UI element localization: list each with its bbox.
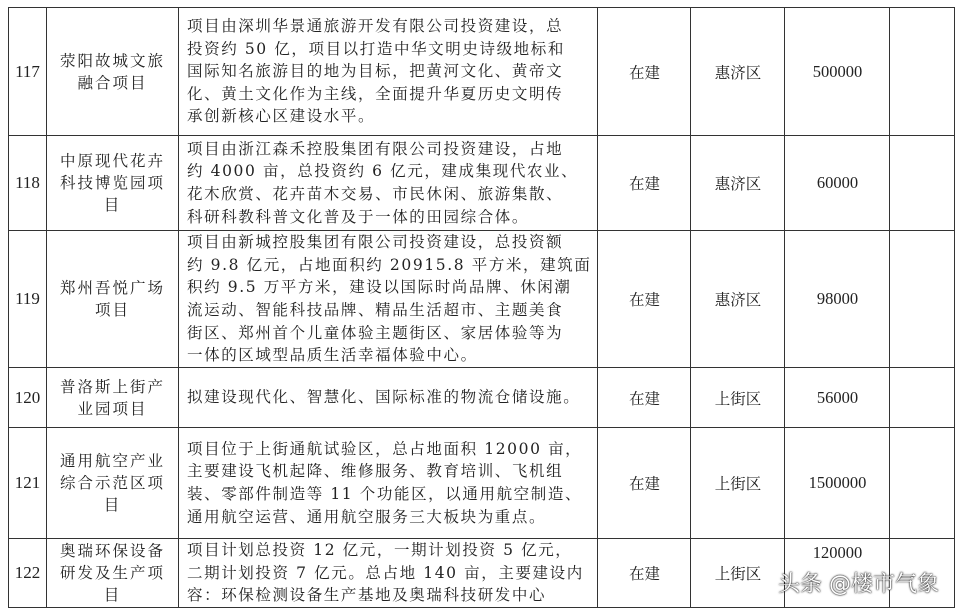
description-line: 主要建设飞机起降、维修服务、教育培训、飞机组 [187,462,564,481]
description-line: 约 9.8 亿元，占地面积约 20915.8 平方米，建筑面 [187,255,592,274]
project-name: 荥阳故城文旅融合项目 [47,8,179,136]
project-status: 在建 [598,136,691,231]
description-line: 约 4000 亩，总投资约 6 亿元，建成集现代农业、 [187,162,579,181]
extra-cell [890,428,955,539]
project-district: 惠济区 [691,8,785,136]
description-line: 流运动、智能科技品牌、精品生活超市、主题美食 [187,301,564,319]
investment-amount: 60000 [785,136,890,231]
project-description [179,428,598,539]
table-row [9,8,955,136]
investment-amount: 98000 [785,231,890,368]
project-description [179,136,598,231]
investment-amount: 500000 [785,8,890,136]
description-line: 通用航空运营、通用航空服务三大板块为重点。 [187,507,547,526]
description-line: 科研科教科普文化普及于一体的田园综合体。 [187,207,530,226]
description-line: 街区、郑州首个儿童体验主题街区、家居体验等为 [187,323,564,342]
description-line: 积约 9.5 万平方米，建设以国际时尚品牌、休闲潮 [187,278,572,297]
project-description [179,231,598,368]
investment-amount: 1500000 [785,428,890,539]
project-status: 在建 [598,231,691,368]
row-number: 119 [9,231,47,368]
investment-amount: 56000 [785,368,890,428]
row-number: 122 [9,539,47,608]
extra-cell [890,136,955,231]
description-line: 项目计划总投资 12 亿元，一期计划投资 5 亿元， [187,541,573,559]
project-name: 普洛斯上街产业园项目 [47,368,179,428]
project-description [179,8,598,136]
description-line: 项目位于上街通航试验区，总占地面积 12000 亩， [187,439,583,458]
extra-cell [890,231,955,368]
project-description [179,368,598,428]
description-line: 项目由深圳华景通旅游开发有限公司投资建设，总 [187,17,564,36]
row-number: 121 [9,428,47,539]
project-name: 通用航空产业综合示范区项目 [47,428,179,539]
watermark: 头条 @楼市气象 [778,572,939,597]
project-table [8,7,955,608]
description-line: 投资约 50 亿，项目以打造中华文明史诗级地标和 [187,39,565,58]
row-number: 118 [9,136,47,231]
project-status: 在建 [598,539,691,608]
project-name: 奥瑞环保设备研发及生产项目 [47,539,179,608]
description-line: 国际知名旅游目的地为目标，把黄河文化、黄帝文 [187,62,564,81]
description-line: 项目由新城控股集团有限公司投资建设，总投资额 [187,233,564,252]
project-name: 中原现代花卉科技博览园项目 [47,136,179,231]
project-status: 在建 [598,368,691,428]
table-row [9,368,955,428]
description-line: 承创新核心区建设水平。 [187,107,376,126]
project-name: 郑州吾悦广场项目 [47,231,179,368]
project-district: 上街区 [691,539,785,608]
description-line: 容：环保检测设备生产基地及奥瑞科技研发中心 [187,586,547,605]
investment-amount: 120000 [785,539,890,608]
extra-cell [890,368,955,428]
description-line: 装、零部件制造等 11 个功能区，以通用航空制造、 [187,485,583,503]
project-status: 在建 [598,428,691,539]
description-line: 花木欣赏、花卉苗木交易、市民休闲、旅游集散、 [187,185,564,203]
project-description [179,539,598,608]
description-line: 化、黄土文化作为主线，全面提升华夏历史文明传 [187,84,564,103]
project-district: 上街区 [691,428,785,539]
table-row [9,136,955,231]
description-line: 一体的区域型品质生活幸福体验中心。 [187,346,478,365]
description-line: 拟建设现代化、智慧化、国际标准的物流仓储设施。 [187,388,581,407]
description-line: 二期计划投资 7 亿元。总占地 140 亩，主要建设内 [187,563,584,582]
row-number: 117 [9,8,47,136]
table-row [9,428,955,539]
project-status: 在建 [598,8,691,136]
row-number: 120 [9,368,47,428]
extra-cell [890,8,955,136]
project-district: 惠济区 [691,136,785,231]
table-row [9,231,955,368]
project-district: 惠济区 [691,231,785,368]
description-line: 项目由浙江森禾控股集团有限公司投资建设，占地 [187,139,564,158]
project-district: 上街区 [691,368,785,428]
